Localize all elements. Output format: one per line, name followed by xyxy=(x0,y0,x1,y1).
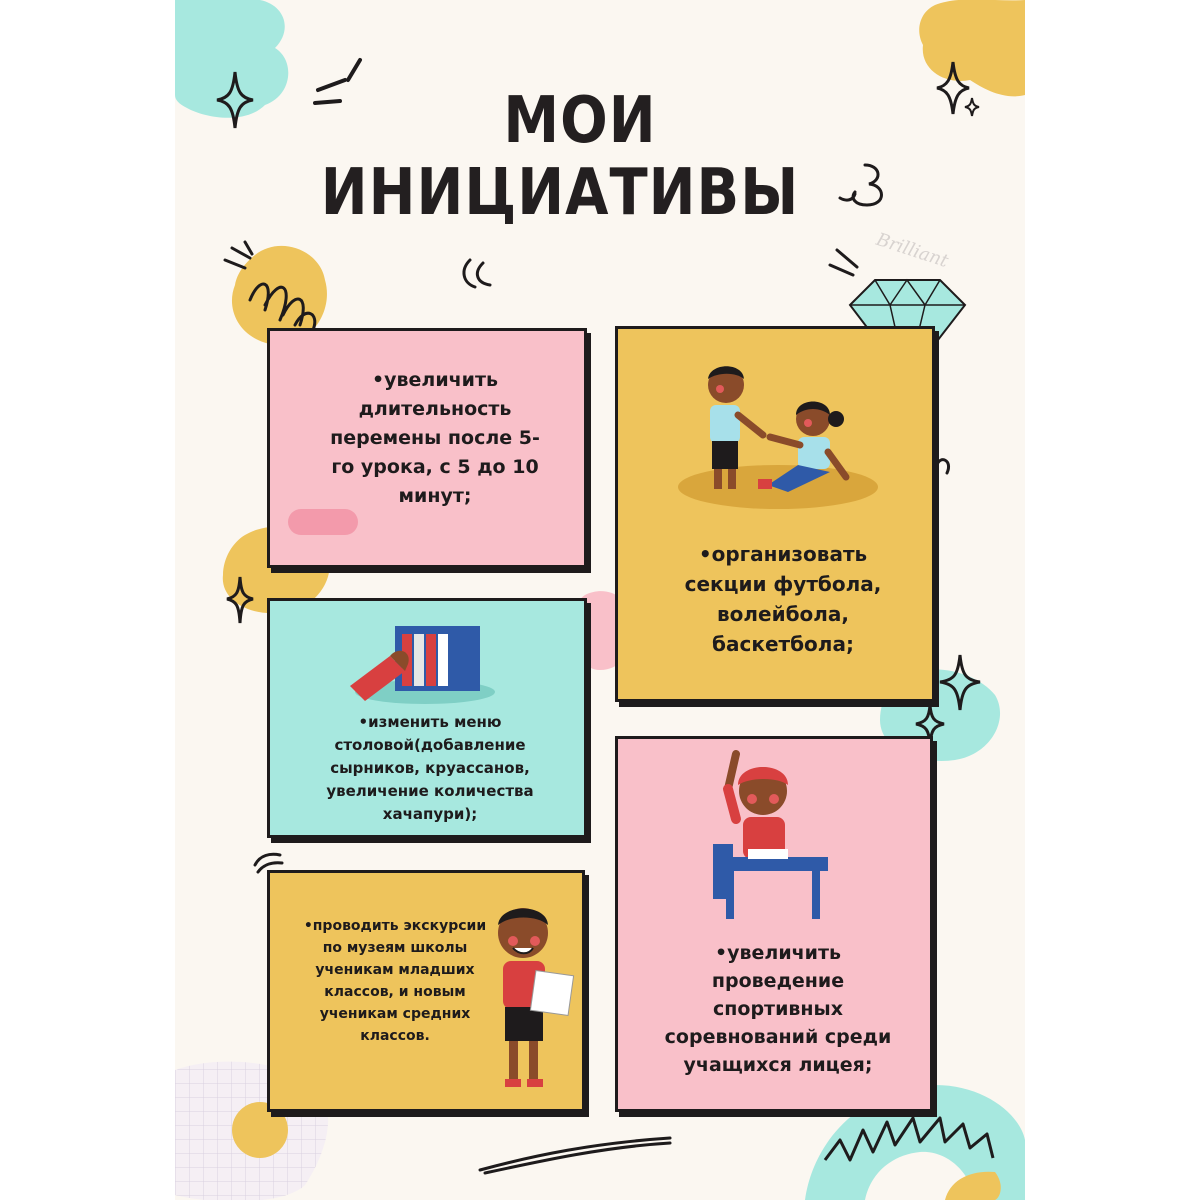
page-title-line2: ИНИЦИАТИВЫ xyxy=(320,155,800,230)
kids-playing-illustration xyxy=(668,357,883,517)
decorative-pill xyxy=(288,509,358,535)
initiative-card-canteen xyxy=(267,598,587,838)
initiative-card-excursions xyxy=(267,870,585,1112)
watermark: Brilliant xyxy=(873,229,951,272)
student-at-desk-illustration xyxy=(708,749,838,929)
dash-lines-icon xyxy=(455,255,495,290)
initiative-text-excursions: •проводить экскурсии по музеям школы ученикам младших классов, и новым ученикам средних классов. xyxy=(303,918,487,1044)
boy-with-paper-illustration xyxy=(485,903,575,1093)
sparkle-icon xyxy=(225,575,255,625)
initiative-text-recess: •увеличить длительность перемены после 5-го урока, с 5 до 10 минут; xyxy=(330,369,540,507)
initiative-card-competitions xyxy=(615,736,933,1112)
initiative-text-canteen: •изменить меню столовой(добавление сырников, круассанов, увеличение количества хачапури); xyxy=(326,713,534,823)
book-hand-illustration xyxy=(350,616,500,706)
initiative-text-sports-sections: •организовать секции футбола, волейбола, баскетбола; xyxy=(684,542,882,656)
initiative-card-recess xyxy=(267,328,587,568)
dash-lines-icon xyxy=(220,240,260,270)
page-title-line1: МОИ xyxy=(503,83,657,158)
initiative-text-competitions: •увеличить проведение спортивных соревнований среди учащихся лицея; xyxy=(664,942,892,1076)
poster xyxy=(175,0,1025,1200)
initiative-card-sports-sections xyxy=(615,326,935,702)
stick-lines-icon xyxy=(475,1135,675,1175)
